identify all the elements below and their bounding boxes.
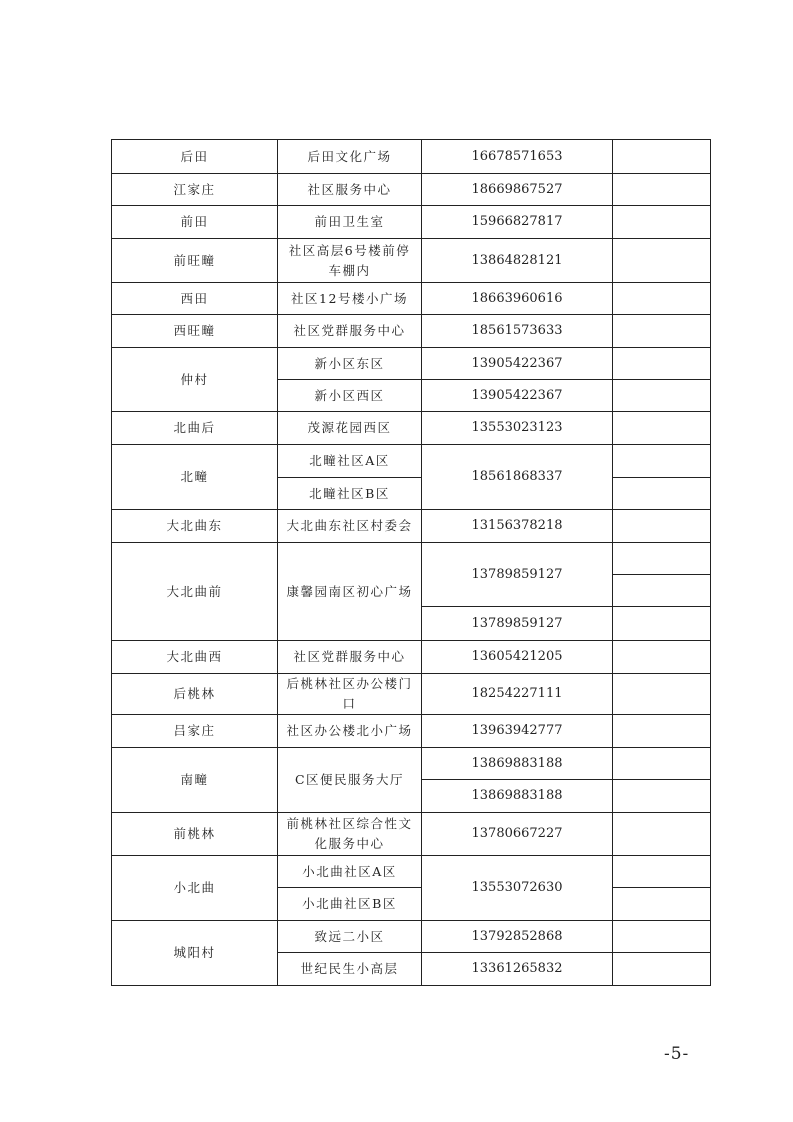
phone-cell: 13553023123	[422, 412, 613, 445]
table-row	[112, 813, 711, 856]
location-cell: 新小区东区	[278, 348, 422, 380]
table-row	[112, 748, 711, 780]
location-cell: 社区服务中心	[278, 174, 422, 206]
phone-cell: 13156378218	[422, 510, 613, 543]
note-cell	[613, 543, 711, 575]
phone-cell: 13869883188	[422, 780, 613, 813]
table-row	[112, 856, 711, 888]
note-cell	[613, 206, 711, 239]
table-row	[112, 510, 711, 543]
site-name-cell: 前桃林	[112, 813, 278, 856]
location-cell: 致远二小区	[278, 921, 422, 953]
note-cell	[613, 921, 711, 953]
note-cell	[613, 380, 711, 412]
table-row	[112, 174, 711, 206]
phone-cell: 18663960616	[422, 283, 613, 315]
phone-cell: 13361265832	[422, 953, 613, 986]
note-cell	[613, 641, 711, 674]
location-cell: 后田文化广场	[278, 140, 422, 174]
location-cell: 社区高层6号楼前停车棚内	[278, 239, 422, 283]
table-row	[112, 641, 711, 674]
site-name-cell: 后田	[112, 140, 278, 174]
note-cell	[613, 239, 711, 283]
site-name-cell: 后桃林	[112, 674, 278, 715]
table-row	[112, 921, 711, 953]
note-cell	[613, 715, 711, 748]
phone-cell: 13792852868	[422, 921, 613, 953]
location-cell: 北疃社区A区	[278, 445, 422, 478]
phone-cell: 15966827817	[422, 206, 613, 239]
location-cell: 小北曲社区B区	[278, 888, 422, 921]
location-cell: 社区党群服务中心	[278, 641, 422, 674]
location-cell: 小北曲社区A区	[278, 856, 422, 888]
site-name-cell: 大北曲西	[112, 641, 278, 674]
phone-cell: 16678571653	[422, 140, 613, 174]
site-name-cell: 仲村	[112, 348, 278, 412]
location-cell: 大北曲东社区村委会	[278, 510, 422, 543]
note-cell	[613, 283, 711, 315]
note-cell	[613, 315, 711, 348]
site-name-cell: 西田	[112, 283, 278, 315]
table-row	[112, 543, 711, 575]
phone-cell: 18561868337	[422, 445, 613, 510]
location-cell: 新小区西区	[278, 380, 422, 412]
site-name-cell: 大北曲东	[112, 510, 278, 543]
note-cell	[613, 412, 711, 445]
note-cell	[613, 174, 711, 206]
table-row	[112, 715, 711, 748]
site-name-cell: 前旺疃	[112, 239, 278, 283]
phone-cell: 13789859127	[422, 607, 613, 641]
site-name-cell: 江家庄	[112, 174, 278, 206]
phone-cell: 18561573633	[422, 315, 613, 348]
site-name-cell: 南疃	[112, 748, 278, 813]
table-row	[112, 140, 711, 174]
location-cell: 前田卫生室	[278, 206, 422, 239]
location-cell: 世纪民生小高层	[278, 953, 422, 986]
note-cell	[613, 575, 711, 607]
location-cell: 社区办公楼北小广场	[278, 715, 422, 748]
site-name-cell: 吕家庄	[112, 715, 278, 748]
location-cell: 茂源花园西区	[278, 412, 422, 445]
note-cell	[613, 813, 711, 856]
site-name-cell: 大北曲前	[112, 543, 278, 641]
note-cell	[613, 140, 711, 174]
phone-cell: 18669867527	[422, 174, 613, 206]
table-row	[112, 283, 711, 315]
phone-cell: 13553072630	[422, 856, 613, 921]
location-cell: 北疃社区B区	[278, 478, 422, 510]
location-cell: 康馨园南区初心广场	[278, 543, 422, 641]
location-cell: 社区党群服务中心	[278, 315, 422, 348]
note-cell	[613, 348, 711, 380]
phone-cell: 13869883188	[422, 748, 613, 780]
page-number: -5-	[664, 1044, 690, 1064]
location-cell: C区便民服务大厅	[278, 748, 422, 813]
table-row	[112, 674, 711, 715]
note-cell	[613, 445, 711, 478]
location-cell: 前桃林社区综合性文化服务中心	[278, 813, 422, 856]
location-cell: 后桃林社区办公楼门口	[278, 674, 422, 715]
table-row	[112, 445, 711, 478]
site-name-cell: 前田	[112, 206, 278, 239]
note-cell	[613, 510, 711, 543]
table-body	[112, 140, 711, 986]
site-name-cell: 小北曲	[112, 856, 278, 921]
phone-cell: 13963942777	[422, 715, 613, 748]
phone-cell: 13905422367	[422, 348, 613, 380]
phone-cell: 13605421205	[422, 641, 613, 674]
note-cell	[613, 607, 711, 641]
site-name-cell: 北曲后	[112, 412, 278, 445]
site-name-cell: 北疃	[112, 445, 278, 510]
site-contact-table	[111, 139, 711, 986]
note-cell	[613, 953, 711, 986]
site-name-cell: 城阳村	[112, 921, 278, 986]
phone-cell: 13780667227	[422, 813, 613, 856]
table-row	[112, 412, 711, 445]
table-row	[112, 348, 711, 380]
note-cell	[613, 780, 711, 813]
site-name-cell: 西旺疃	[112, 315, 278, 348]
table-row	[112, 206, 711, 239]
phone-cell: 13789859127	[422, 543, 613, 607]
phone-cell: 13905422367	[422, 380, 613, 412]
note-cell	[613, 888, 711, 921]
table-row	[112, 239, 711, 283]
note-cell	[613, 748, 711, 780]
note-cell	[613, 856, 711, 888]
phone-cell: 13864828121	[422, 239, 613, 283]
table-row	[112, 315, 711, 348]
phone-cell: 18254227111	[422, 674, 613, 715]
note-cell	[613, 674, 711, 715]
location-cell: 社区12号楼小广场	[278, 283, 422, 315]
note-cell	[613, 478, 711, 510]
